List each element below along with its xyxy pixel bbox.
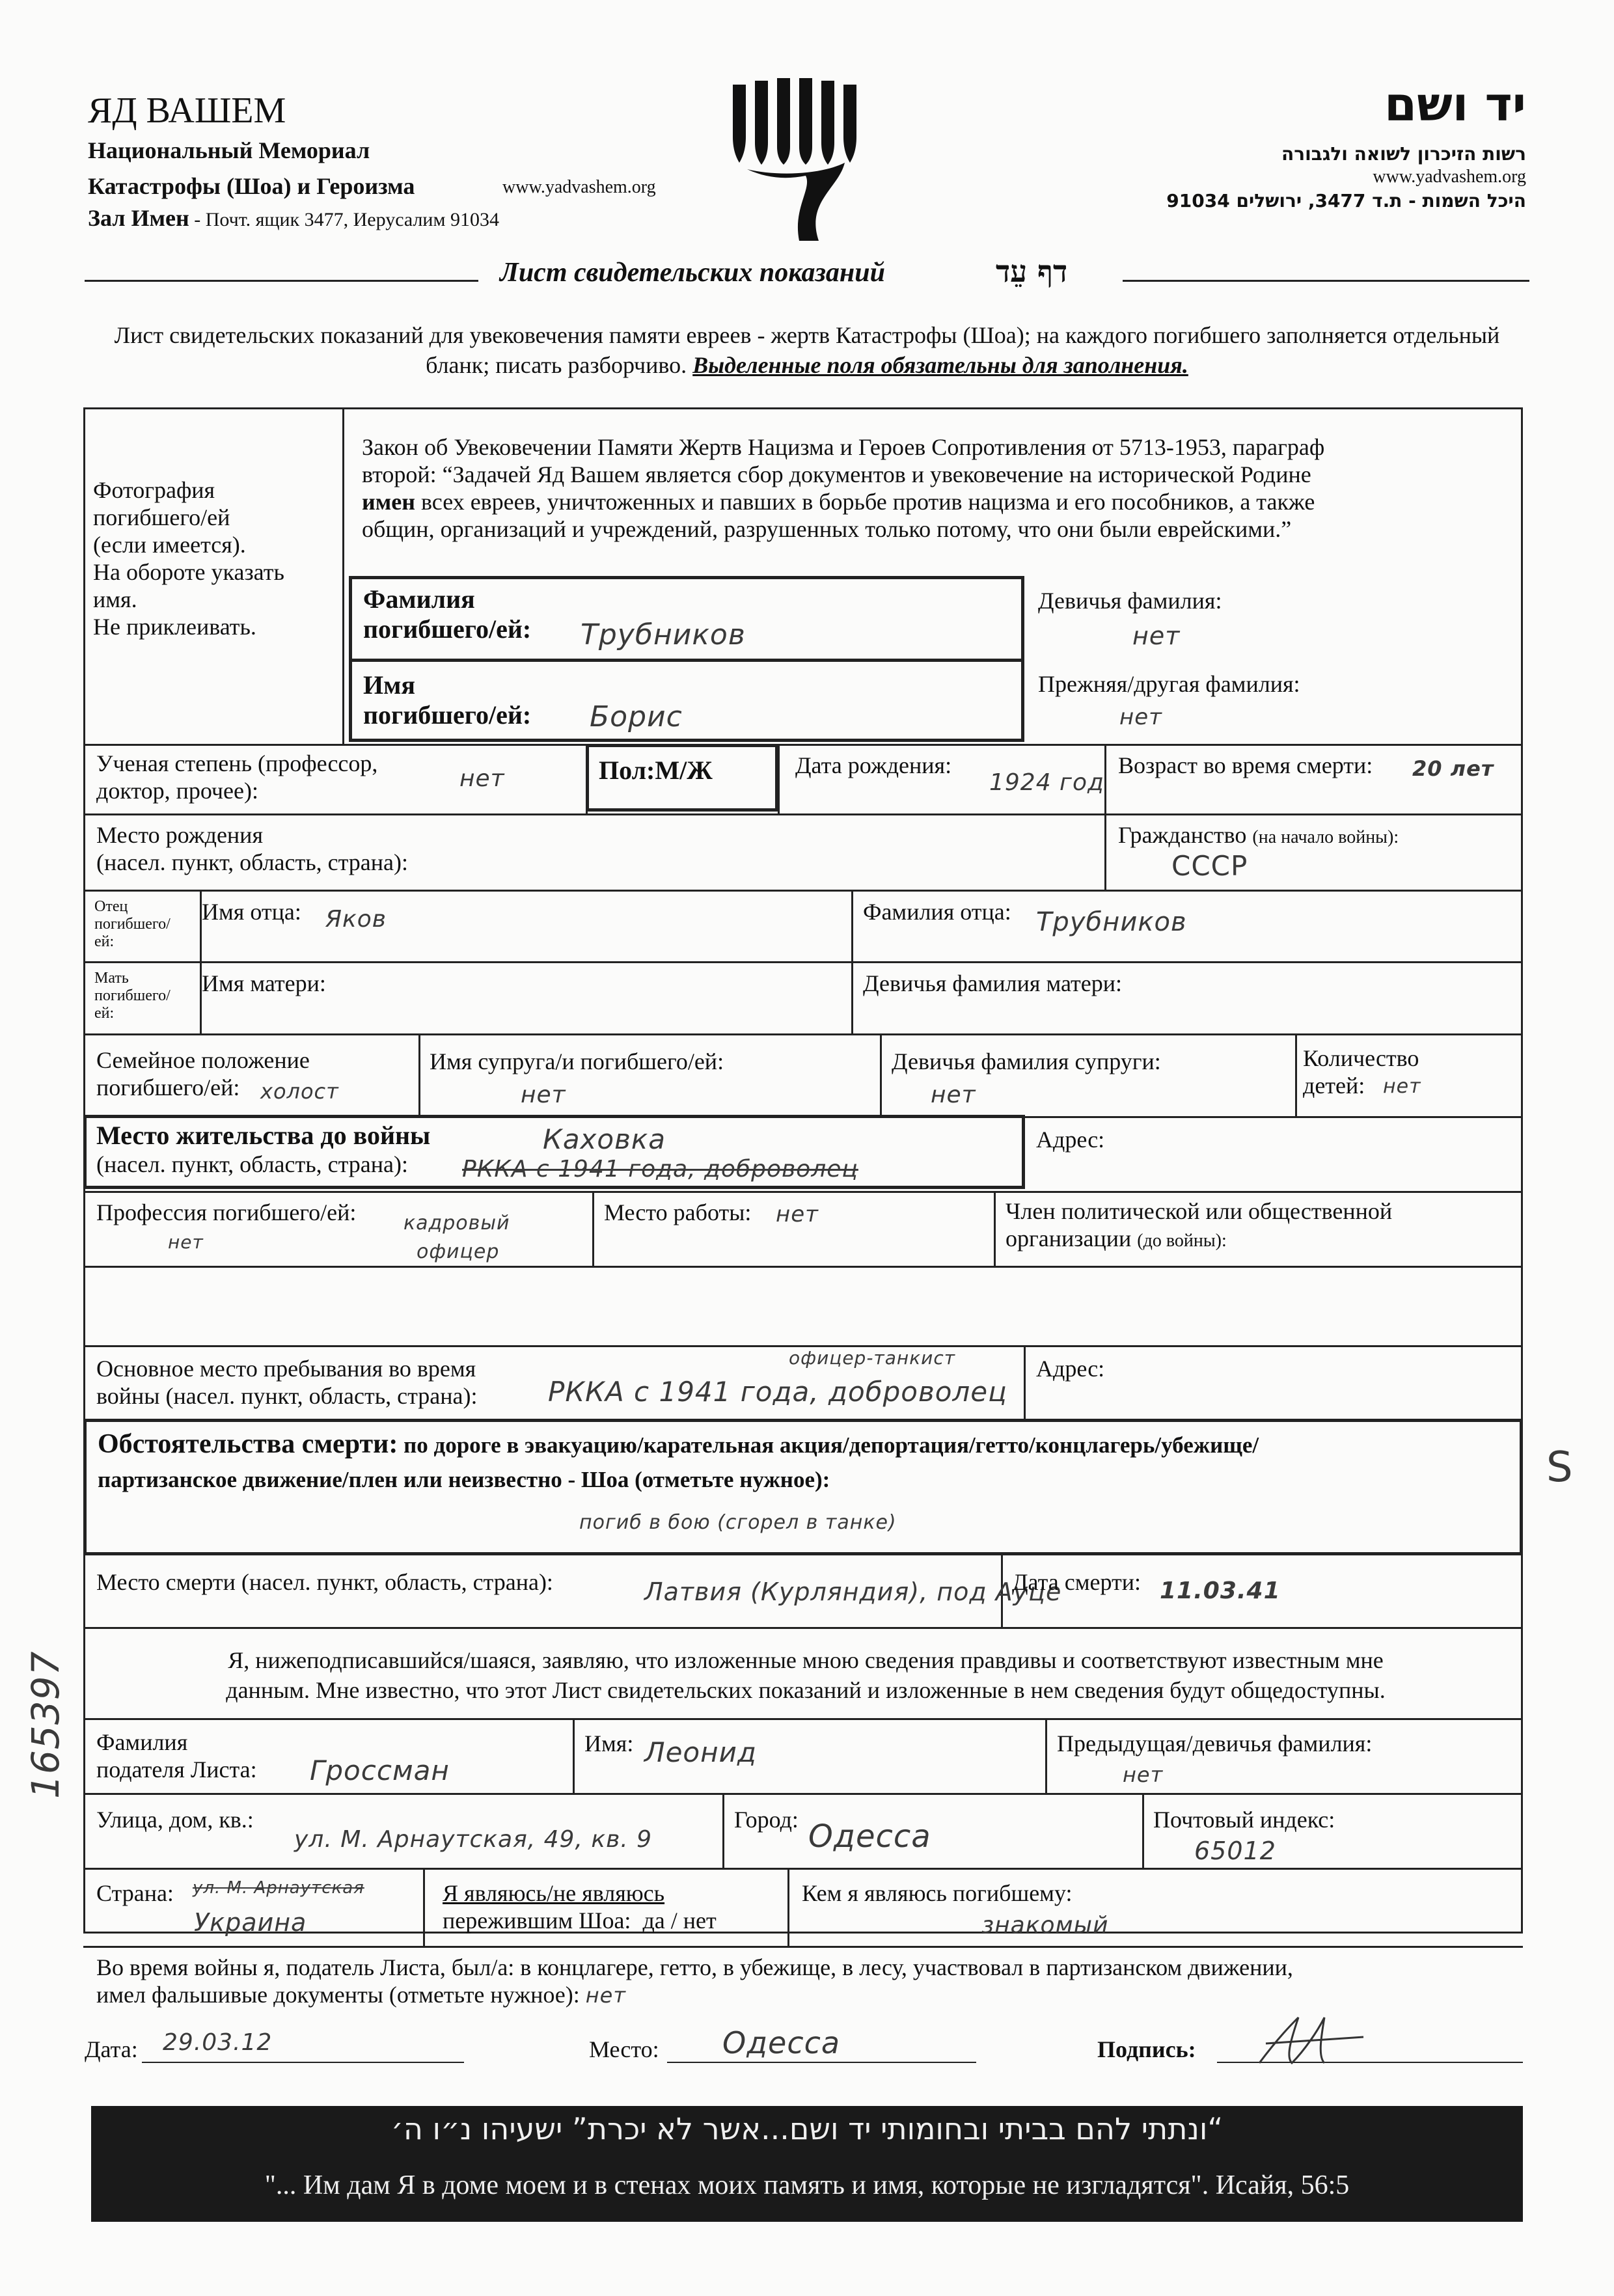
submitter-surname-value[interactable]: Гроссман [310,1755,450,1786]
street-label: Улица, дом, кв.: [96,1807,254,1833]
father-surname-value[interactable]: Трубников [1036,907,1187,937]
birthplace-label: Место рождения (насел. пункт, область, страна): [96,822,409,875]
mother-side-label: Мать погибшего/ ей: [94,970,171,1022]
banner-russian: "... Им дам Я в доме моем и в стенах моих память и имя, которые не изгладятся". Исайя, 56:5 [264,2170,1350,2200]
title-rule-left [85,280,478,282]
age-label: Возраст во время смерти: [1118,752,1373,778]
death-circumstances-value[interactable]: погиб в бою (сгорел в танке) [579,1511,897,1534]
dob-label: Дата рождения: [795,752,952,778]
spouse-maiden-value[interactable]: нет [931,1082,976,1108]
wartime-place-value[interactable]: РККА с 1941 года, доброволец [548,1376,1007,1408]
marital-status-value[interactable]: холост [260,1079,339,1104]
victim-name-value[interactable]: Борис [590,700,683,733]
profession-value[interactable]: кадровый офицер [404,1212,510,1263]
org-ru-title: ЯД ВАШЕМ [88,90,286,131]
zip-value[interactable]: 65012 [1194,1837,1276,1865]
death-date-value[interactable]: 11.03.41 [1160,1578,1281,1604]
residence-label: Место жительства до войны (насел. пункт, область, страна): [96,1121,431,1177]
org-he-line1: רשות הזיכרון לשואה ולגבורה [1281,143,1526,165]
workplace-label: Место работы: [604,1199,752,1225]
marital-status-label: Семейное положение погибшего/ей: [96,1047,310,1100]
profession-value-none[interactable]: нет [168,1231,204,1253]
victim-name-label: Имя погибшего/ей: [363,670,532,730]
place-line [667,2062,976,2063]
mother-name-label: Имя матери: [202,970,326,996]
place-label: Место: [589,2036,659,2062]
spouse-name-label: Имя супруга/и погибшего/ей: [430,1048,724,1074]
father-surname-label: Фамилия отца: [863,899,1011,925]
hall-of-names-label: Зал Имен [88,205,189,231]
yad-vashem-menorah-logo [728,78,864,247]
death-place-label: Место смерти (насел. пункт, область, страна): [96,1569,553,1595]
hall-of-names-address: - Почт. ящик 3477, Иерусалим 91034 [189,209,499,230]
father-side-label: Отец погибшего/ ей: [94,898,171,950]
residence-value-city[interactable]: Каховка [543,1123,666,1155]
banner-hebrew: “ונתתי להם בביתי ובחומותי יד ושם...אשר לא יכרת” ישעיהו נ״ו ה׳ [390,2111,1224,2146]
org-ru-line3 [88,204,499,232]
intro-plain: Лист свидетельских показаний для увековечения памяти евреев - жертв Катастрофы (Шоа); на каждого погибшего заполняется отдельный бланк; писать разборчиво. [114,322,1500,378]
gender-label[interactable]: Пол:М/Ж [599,756,713,785]
submitter-wartime-label: Во время войны я, податель Листа, был/а: в концлагере, гетто, в убежище, в лесу, участвовал в партизанском движении, имел фальшивые документы (отметьте нужное): нет [96,1954,1293,2008]
place-value[interactable]: Одесса [722,2025,841,2060]
date-label: Дата: [85,2036,138,2062]
victim-maiden-value[interactable]: нет [1132,622,1181,650]
intro-text [85,320,1529,380]
date-line [142,2062,464,2063]
submitter-name-label: Имя: [584,1730,634,1756]
citizenship-value[interactable]: СССР [1171,850,1248,882]
spouse-maiden-label: Девичья фамилия супруги: [892,1048,1161,1074]
country-value[interactable]: Украина [194,1908,307,1937]
org-he-line2: היכל השמות - ת.ד 3477, ירושלים 91034 [1166,190,1526,212]
mother-maiden-label: Девичья фамилия матери: [863,970,1123,996]
membership-label: Член политической или общественной организации (до войны): [1005,1198,1393,1251]
survivor-yes-no[interactable]: да / нет [642,1907,717,1934]
death-place-value[interactable]: Латвия (Курляндия), под Ауце [644,1578,1062,1606]
submitter-wartime-value[interactable]: нет [585,1983,626,2008]
org-ru-line2: Катастрофы (Шоа) и Героизма [88,173,415,199]
father-name-value[interactable]: Яков [325,906,387,933]
death-date-label: Дата смерти: [1012,1569,1142,1595]
victim-prev-value[interactable]: нет [1119,704,1162,730]
survivor-label: Я являюсь/не являюсь пережившим Шоа: да / нет [443,1880,717,1934]
dob-value[interactable]: 1924 год [989,769,1104,796]
profession-label: Профессия погибшего/ей: [96,1199,357,1225]
relation-value[interactable]: знакомый [981,1912,1109,1939]
org-ru-line1: Национальный Мемориал [88,137,370,163]
form-title-he: דף עֵד [996,254,1068,289]
victim-surname-value[interactable]: Трубников [581,618,746,651]
city-label: Город: [734,1807,799,1833]
form-title-ru: Лист свидетельских показаний [500,258,885,288]
signature-label: Подпись: [1097,2036,1196,2062]
spouse-name-value[interactable]: нет [521,1082,566,1108]
degree-value[interactable]: нет [459,765,505,792]
relation-label: Кем я являюсь погибшему: [802,1880,1073,1906]
country-label: Страна: [96,1880,174,1906]
submitter-surname-label: Фамилия подателя Листа: [96,1729,257,1783]
declaration-text: Я, нижеподписавшийся/шаяся, заявляю, что изложенные мною сведения правдивы и соответствуют известным мне данным. Мне известно, что этот Лист свидетельских показаний и изложенные в нем сведения будут общедоступны. [226,1647,1386,1703]
age-value[interactable]: 20 лет [1412,756,1494,781]
submitter-name-value[interactable]: Леонид [644,1736,757,1768]
wartime-place-label: Основное место пребывания во время войны (насел. пункт, область, страна): [96,1356,478,1409]
wartime-address-label: Адрес: [1036,1356,1105,1382]
street-value[interactable]: ул. М. Арнаутская, 49, кв. 9 [294,1826,653,1853]
victim-prev-label: Прежняя/другая фамилия: [1038,671,1300,697]
children-label: Количество детей: [1303,1045,1419,1099]
submitter-prev-label: Предыдущая/девичья фамилия: [1057,1730,1373,1756]
citizenship-label: Гражданство (на начало войны): [1118,822,1399,848]
zip-label: Почтовый индекс: [1153,1807,1335,1833]
children-value[interactable]: нет [1383,1075,1421,1098]
margin-mark-s: S [1546,1443,1574,1492]
org-he-title: יד ושם [1384,77,1526,131]
residence-address-label: Адрес: [1036,1127,1105,1153]
law-text: Закон об Увековечении Памяти Жертв Нацизма и Героев Сопротивления от 5713-1953, параграф второй: “Задачей Яд Вашем является сбор документов и увековечение на исторической Родине имен всех евреев, уничтоженных и павших в борьбе против нацизма и его пособников, а также общин, организаций и учреждений, разрушенных только потому, что они были еврейскими.” [362,434,1325,542]
death-circumstances-label: Обстоятельства смерти: по дороге в эвакуацию/карательная акция/депортация/гетто/концлагерь/убежище/ партизанское движение/плен или неизвестно - Шоа (отметьте нужное): [98,1429,1259,1492]
date-value[interactable]: 29.03.12 [163,2029,273,2056]
intro-emphasis: Выделенные поля обязательны для заполнения. [692,352,1188,378]
city-value[interactable]: Одесса [808,1818,931,1855]
archive-number: 165397 [23,1650,68,1799]
victim-surname-label: Фамилия погибшего/ей: [363,584,532,644]
website-link[interactable]: www.yadvashem.org [502,177,656,197]
org-he-website[interactable]: www.yadvashem.org [1373,167,1526,187]
father-name-label: Имя отца: [202,899,301,925]
degree-label: Ученая степень (профессор, доктор, прочее): [96,750,378,804]
photo-box: Фотография погибшего/ей (если имеется). На обороте указать имя. Не приклеивать. [93,477,284,640]
country-value-struck[interactable]: ул. М. Арнаутская [193,1878,364,1898]
signature-mark[interactable] [1253,2011,1370,2070]
residence-value-struck[interactable]: РККА с 1941 года, доброволец [462,1156,858,1182]
title-rule-right [1123,280,1529,282]
victim-maiden-label: Девичья фамилия: [1038,588,1222,614]
workplace-value[interactable]: нет [776,1201,819,1227]
submitter-prev-value[interactable]: нет [1123,1762,1164,1787]
wartime-place-value-top[interactable]: офицер-танкист [789,1347,956,1369]
